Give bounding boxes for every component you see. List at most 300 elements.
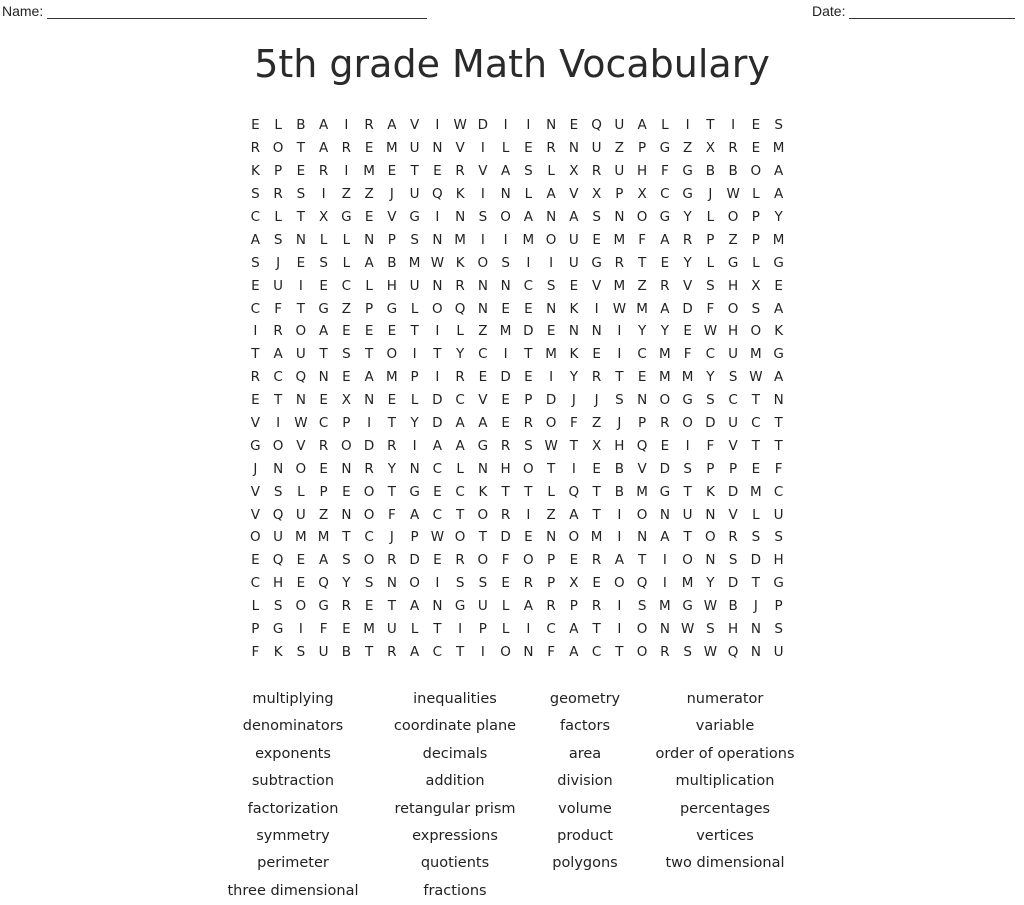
grid-letter[interactable]: D <box>750 552 762 569</box>
grid-letter[interactable]: X <box>319 209 329 225</box>
grid-letter[interactable]: E <box>296 254 306 271</box>
grid-letter[interactable]: R <box>500 437 511 454</box>
grid-letter[interactable]: L <box>297 483 305 500</box>
grid-letter[interactable]: I <box>412 437 417 454</box>
grid-letter[interactable]: T <box>365 346 374 363</box>
grid-letter[interactable]: J <box>253 460 258 477</box>
grid-letter[interactable]: T <box>547 460 556 477</box>
grid-letter[interactable]: W <box>453 117 467 134</box>
grid-letter[interactable]: G <box>659 140 671 157</box>
grid-letter[interactable]: U <box>295 506 306 523</box>
grid-letter[interactable]: E <box>524 140 533 157</box>
grid-letter[interactable]: D <box>545 392 557 409</box>
grid-letter[interactable]: U <box>728 415 739 432</box>
grid-letter[interactable]: E <box>387 392 397 409</box>
grid-letter[interactable]: I <box>685 437 690 454</box>
grid-letter[interactable]: X <box>751 277 761 294</box>
grid-letter[interactable]: O <box>477 506 489 523</box>
grid-letter[interactable]: Q <box>591 117 602 134</box>
grid-letter[interactable]: M <box>317 529 330 546</box>
grid-letter[interactable]: Z <box>614 140 624 157</box>
grid-letter[interactable]: H <box>728 621 739 638</box>
grid-letter[interactable]: M <box>636 300 648 317</box>
grid-letter[interactable]: M <box>659 369 671 386</box>
grid-letter[interactable]: O <box>386 346 398 363</box>
grid-letter[interactable]: M <box>363 621 375 638</box>
grid-letter[interactable]: F <box>660 163 669 180</box>
grid-letter[interactable]: P <box>638 140 647 157</box>
grid-letter[interactable]: K <box>273 643 283 660</box>
grid-letter[interactable]: V <box>728 506 738 523</box>
grid-letter[interactable]: R <box>341 140 352 157</box>
grid-letter[interactable]: G <box>318 300 329 317</box>
grid-letter[interactable]: L <box>661 117 669 134</box>
grid-letter[interactable]: N <box>432 277 443 294</box>
grid-letter[interactable]: E <box>387 163 397 180</box>
grid-letter[interactable]: R <box>273 186 283 203</box>
grid-letter[interactable]: I <box>662 552 667 569</box>
grid-letter[interactable]: N <box>341 460 352 477</box>
grid-letter[interactable]: T <box>410 323 419 340</box>
grid-letter[interactable]: E <box>251 277 260 294</box>
grid-letter[interactable]: P <box>365 300 374 317</box>
grid-letter[interactable]: O <box>523 552 534 569</box>
grid-letter[interactable]: A <box>637 117 647 134</box>
grid-letter[interactable]: A <box>774 186 784 203</box>
grid-letter[interactable]: N <box>659 506 670 523</box>
grid-letter[interactable]: I <box>731 117 736 134</box>
grid-letter[interactable]: T <box>751 437 760 454</box>
grid-letter[interactable]: S <box>615 392 624 409</box>
grid-letter[interactable]: G <box>659 209 671 225</box>
grid-letter[interactable]: E <box>342 323 351 340</box>
grid-letter[interactable]: F <box>706 300 715 317</box>
grid-letter[interactable]: P <box>319 483 328 500</box>
grid-letter[interactable]: O <box>500 643 511 660</box>
grid-letter[interactable]: U <box>682 506 693 523</box>
grid-letter[interactable]: R <box>455 369 465 386</box>
grid-letter[interactable]: I <box>617 346 622 363</box>
grid-letter[interactable]: X <box>341 392 351 409</box>
grid-letter[interactable]: O <box>705 529 716 546</box>
grid-letter[interactable]: T <box>615 369 624 386</box>
grid-letter[interactable]: R <box>591 598 602 615</box>
grid-letter[interactable]: S <box>751 300 761 317</box>
grid-letter[interactable]: R <box>682 231 693 248</box>
grid-letter[interactable]: G <box>773 575 784 592</box>
grid-letter[interactable]: E <box>501 575 510 592</box>
grid-letter[interactable]: I <box>480 186 485 203</box>
grid-letter[interactable]: O <box>545 231 557 248</box>
grid-letter[interactable]: C <box>273 369 283 386</box>
grid-letter[interactable]: A <box>660 300 670 317</box>
grid-letter[interactable]: C <box>250 209 261 225</box>
grid-letter[interactable]: O <box>636 621 648 638</box>
grid-letter[interactable]: E <box>524 300 533 317</box>
grid-letter[interactable]: W <box>703 643 718 660</box>
grid-letter[interactable]: R <box>660 277 670 294</box>
grid-letter[interactable]: C <box>318 415 329 432</box>
grid-letter[interactable]: L <box>547 163 555 180</box>
grid-letter[interactable]: M <box>659 598 671 615</box>
grid-letter[interactable]: I <box>549 369 554 386</box>
grid-letter[interactable]: V <box>478 163 488 180</box>
grid-letter[interactable]: A <box>569 209 579 225</box>
grid-letter[interactable]: E <box>387 323 397 340</box>
grid-letter[interactable]: G <box>386 300 398 317</box>
grid-letter[interactable]: M <box>613 277 626 294</box>
grid-letter[interactable]: W <box>726 186 740 203</box>
grid-letter[interactable]: T <box>501 483 510 500</box>
grid-letter[interactable]: S <box>706 392 715 409</box>
grid-letter[interactable]: E <box>751 460 761 477</box>
grid-letter[interactable]: V <box>637 460 647 477</box>
grid-letter[interactable]: T <box>569 437 578 454</box>
grid-letter[interactable]: D <box>477 117 489 134</box>
grid-letter[interactable]: N <box>295 392 306 409</box>
grid-letter[interactable]: B <box>614 483 624 500</box>
grid-letter[interactable]: R <box>500 506 511 523</box>
grid-letter[interactable]: S <box>342 346 351 363</box>
grid-letter[interactable]: I <box>367 415 372 432</box>
grid-letter[interactable]: L <box>456 323 464 340</box>
grid-letter[interactable]: V <box>683 277 693 294</box>
grid-letter[interactable]: L <box>456 460 464 477</box>
grid-letter[interactable]: I <box>344 117 349 134</box>
grid-letter[interactable]: N <box>273 460 284 477</box>
grid-letter[interactable]: C <box>637 346 647 363</box>
grid-letter[interactable]: L <box>706 209 715 225</box>
grid-letter[interactable]: C <box>705 346 716 363</box>
grid-letter[interactable]: E <box>592 231 601 248</box>
grid-letter[interactable]: D <box>409 552 420 569</box>
grid-letter[interactable]: Q <box>272 506 284 523</box>
grid-letter[interactable]: L <box>410 300 419 317</box>
grid-letter[interactable]: T <box>342 529 351 546</box>
grid-letter[interactable]: T <box>319 346 328 363</box>
grid-letter[interactable]: N <box>523 643 534 660</box>
grid-letter[interactable]: E <box>342 621 351 638</box>
grid-letter[interactable]: N <box>637 529 648 546</box>
grid-letter[interactable]: W <box>612 300 627 317</box>
grid-letter[interactable]: W <box>430 529 445 546</box>
grid-letter[interactable]: T <box>774 437 783 454</box>
grid-letter[interactable]: T <box>387 598 396 615</box>
grid-letter[interactable]: R <box>614 254 625 271</box>
grid-letter[interactable]: D <box>659 460 671 477</box>
grid-letter[interactable]: C <box>523 277 534 294</box>
grid-letter[interactable]: L <box>706 254 715 271</box>
grid-letter[interactable]: D <box>523 323 534 340</box>
grid-letter[interactable]: I <box>480 231 485 248</box>
grid-letter[interactable]: M <box>750 346 762 363</box>
grid-letter[interactable]: I <box>617 529 622 546</box>
grid-letter[interactable]: A <box>569 621 579 638</box>
grid-letter[interactable]: X <box>637 186 647 203</box>
grid-letter[interactable]: R <box>591 552 602 569</box>
grid-letter[interactable]: U <box>614 163 625 180</box>
grid-letter[interactable]: T <box>638 552 647 569</box>
grid-letter[interactable]: N <box>364 231 375 248</box>
grid-letter[interactable]: J <box>753 598 758 615</box>
grid-letter[interactable]: A <box>273 346 283 363</box>
grid-letter[interactable]: S <box>273 483 283 500</box>
grid-letter[interactable]: S <box>524 437 533 454</box>
grid-letter[interactable]: R <box>250 140 261 157</box>
grid-letter[interactable]: G <box>272 621 284 638</box>
grid-letter[interactable]: I <box>526 621 531 638</box>
grid-letter[interactable]: F <box>706 437 715 454</box>
grid-letter[interactable]: D <box>727 483 739 500</box>
grid-letter[interactable]: X <box>569 575 579 592</box>
grid-letter[interactable]: U <box>409 277 420 294</box>
grid-letter[interactable]: U <box>477 598 488 615</box>
grid-letter[interactable]: T <box>433 621 442 638</box>
grid-letter[interactable]: Q <box>727 643 739 660</box>
grid-letter[interactable]: E <box>364 323 374 340</box>
grid-letter[interactable]: W <box>294 415 308 432</box>
grid-letter[interactable]: B <box>705 163 715 180</box>
grid-letter[interactable]: T <box>706 117 715 134</box>
grid-letter[interactable]: V <box>387 209 397 225</box>
grid-letter[interactable]: E <box>751 140 761 157</box>
grid-letter[interactable]: R <box>591 369 602 386</box>
grid-letter[interactable]: S <box>251 186 260 203</box>
grid-letter[interactable]: N <box>750 621 761 638</box>
grid-letter[interactable]: I <box>685 117 690 134</box>
grid-letter[interactable]: Q <box>454 300 466 317</box>
grid-letter[interactable]: H <box>386 277 397 294</box>
grid-letter[interactable]: W <box>544 437 558 454</box>
grid-letter[interactable]: U <box>773 506 784 523</box>
grid-letter[interactable]: Y <box>683 254 692 271</box>
grid-letter[interactable]: Z <box>637 277 647 294</box>
grid-letter[interactable]: P <box>751 209 760 225</box>
grid-letter[interactable]: I <box>435 369 440 386</box>
grid-letter[interactable]: Q <box>568 483 580 500</box>
grid-letter[interactable]: I <box>617 621 622 638</box>
grid-letter[interactable]: T <box>478 529 487 546</box>
grid-letter[interactable]: G <box>682 186 693 203</box>
grid-letter[interactable]: F <box>638 231 646 248</box>
grid-letter[interactable]: O <box>636 506 648 523</box>
grid-letter[interactable]: O <box>659 392 671 409</box>
grid-letter[interactable]: I <box>435 323 440 340</box>
grid-letter[interactable]: M <box>772 231 785 248</box>
grid-letter[interactable]: R <box>523 415 534 432</box>
grid-letter[interactable]: R <box>455 552 465 569</box>
grid-letter[interactable]: G <box>682 392 693 409</box>
grid-letter[interactable]: L <box>410 621 419 638</box>
grid-letter[interactable]: I <box>276 415 281 432</box>
grid-letter[interactable]: Z <box>364 186 374 203</box>
grid-letter[interactable]: E <box>524 529 533 546</box>
grid-letter[interactable]: L <box>752 186 760 203</box>
grid-letter[interactable]: N <box>386 575 397 592</box>
grid-letter[interactable]: Y <box>706 369 715 386</box>
grid-letter[interactable]: K <box>774 323 784 340</box>
grid-letter[interactable]: K <box>455 254 465 271</box>
grid-letter[interactable]: L <box>342 254 351 271</box>
grid-letter[interactable]: A <box>569 506 579 523</box>
grid-letter[interactable]: E <box>569 117 579 134</box>
grid-letter[interactable]: C <box>591 643 602 660</box>
grid-letter[interactable]: F <box>319 621 328 638</box>
grid-letter[interactable]: L <box>524 186 533 203</box>
grid-letter[interactable]: G <box>250 437 261 454</box>
grid-letter[interactable]: T <box>296 140 305 157</box>
grid-letter[interactable]: C <box>455 392 465 409</box>
grid-letter[interactable]: N <box>750 643 761 660</box>
grid-letter[interactable]: T <box>592 483 601 500</box>
grid-letter[interactable]: R <box>341 598 352 615</box>
grid-letter[interactable]: O <box>363 552 375 569</box>
grid-letter[interactable]: T <box>365 643 374 660</box>
grid-letter[interactable]: M <box>636 483 648 500</box>
grid-letter[interactable]: L <box>501 140 510 157</box>
grid-letter[interactable]: O <box>363 506 375 523</box>
grid-letter[interactable]: U <box>568 254 579 271</box>
grid-letter[interactable]: M <box>659 346 671 363</box>
grid-letter[interactable]: I <box>549 254 554 271</box>
grid-letter[interactable]: T <box>433 346 442 363</box>
grid-letter[interactable]: R <box>660 643 670 660</box>
grid-letter[interactable]: C <box>728 392 738 409</box>
grid-letter[interactable]: I <box>435 575 440 592</box>
grid-letter[interactable]: O <box>568 529 580 546</box>
grid-letter[interactable]: T <box>387 415 396 432</box>
grid-letter[interactable]: U <box>728 346 739 363</box>
grid-letter[interactable]: V <box>410 117 420 134</box>
grid-letter[interactable]: O <box>636 643 648 660</box>
grid-letter[interactable]: U <box>409 140 420 157</box>
grid-letter[interactable]: O <box>341 437 352 454</box>
grid-letter[interactable]: N <box>455 209 466 225</box>
grid-letter[interactable]: A <box>410 598 420 615</box>
grid-letter[interactable]: R <box>523 575 534 592</box>
grid-letter[interactable]: P <box>274 163 283 180</box>
grid-letter[interactable]: T <box>456 506 465 523</box>
grid-letter[interactable]: Q <box>318 575 329 592</box>
grid-letter[interactable]: F <box>251 643 260 660</box>
grid-letter[interactable]: T <box>274 392 283 409</box>
grid-letter[interactable]: A <box>523 209 533 225</box>
grid-letter[interactable]: G <box>659 483 671 500</box>
grid-letter[interactable]: E <box>637 369 647 386</box>
grid-letter[interactable]: V <box>250 415 260 432</box>
grid-letter[interactable]: H <box>773 552 784 569</box>
grid-letter[interactable]: T <box>592 506 601 523</box>
grid-letter[interactable]: P <box>706 460 715 477</box>
grid-letter[interactable]: Z <box>478 323 488 340</box>
grid-letter[interactable]: N <box>477 277 488 294</box>
grid-letter[interactable]: A <box>319 323 329 340</box>
grid-letter[interactable]: O <box>750 323 762 340</box>
grid-letter[interactable]: S <box>683 643 692 660</box>
grid-letter[interactable]: S <box>273 231 283 248</box>
grid-letter[interactable]: I <box>503 117 508 134</box>
grid-letter[interactable]: P <box>547 552 556 569</box>
grid-letter[interactable]: I <box>617 506 622 523</box>
grid-letter[interactable]: R <box>455 163 465 180</box>
grid-letter[interactable]: U <box>409 186 420 203</box>
grid-letter[interactable]: T <box>592 621 601 638</box>
grid-letter[interactable]: T <box>683 483 692 500</box>
grid-letter[interactable]: O <box>682 552 693 569</box>
grid-letter[interactable]: E <box>433 163 442 180</box>
grid-letter[interactable]: F <box>683 346 692 363</box>
grid-letter[interactable]: L <box>251 598 260 615</box>
grid-letter[interactable]: T <box>774 415 783 432</box>
grid-letter[interactable]: M <box>408 254 421 271</box>
grid-letter[interactable]: G <box>591 254 602 271</box>
grid-letter[interactable]: D <box>432 392 443 409</box>
grid-letter[interactable]: D <box>500 529 511 546</box>
grid-letter[interactable]: I <box>298 277 303 294</box>
grid-letter[interactable]: S <box>273 598 283 615</box>
grid-letter[interactable]: O <box>636 209 648 225</box>
grid-letter[interactable]: E <box>433 483 442 500</box>
grid-letter[interactable]: R <box>318 163 329 180</box>
grid-letter[interactable]: P <box>478 621 487 638</box>
grid-letter[interactable]: G <box>477 437 489 454</box>
grid-letter[interactable]: V <box>455 140 465 157</box>
grid-letter[interactable]: A <box>319 140 329 157</box>
grid-letter[interactable]: S <box>637 598 647 615</box>
grid-letter[interactable]: F <box>274 300 282 317</box>
grid-letter[interactable]: O <box>523 460 534 477</box>
grid-letter[interactable]: S <box>728 552 738 569</box>
grid-letter[interactable]: S <box>706 277 715 294</box>
grid-letter[interactable]: A <box>774 163 784 180</box>
grid-letter[interactable]: M <box>590 529 603 546</box>
grid-letter[interactable]: C <box>546 621 556 638</box>
grid-letter[interactable]: E <box>569 552 579 569</box>
grid-letter[interactable]: I <box>594 300 599 317</box>
grid-letter[interactable]: N <box>659 621 670 638</box>
grid-letter[interactable]: U <box>318 643 329 660</box>
grid-letter[interactable]: O <box>295 460 307 477</box>
grid-letter[interactable]: V <box>250 483 260 500</box>
grid-letter[interactable]: N <box>637 392 648 409</box>
grid-letter[interactable]: D <box>727 575 739 592</box>
grid-letter[interactable]: N <box>364 392 375 409</box>
grid-letter[interactable]: Z <box>341 300 351 317</box>
grid-letter[interactable]: K <box>569 346 579 363</box>
grid-letter[interactable]: I <box>435 117 440 134</box>
grid-letter[interactable]: V <box>250 506 260 523</box>
grid-letter[interactable]: E <box>364 598 374 615</box>
grid-letter[interactable]: Y <box>660 323 669 340</box>
grid-letter[interactable]: A <box>364 369 374 386</box>
grid-letter[interactable]: X <box>705 140 715 157</box>
grid-letter[interactable]: H <box>728 323 739 340</box>
grid-letter[interactable]: E <box>478 369 488 386</box>
grid-letter[interactable]: N <box>477 300 488 317</box>
grid-letter[interactable]: W <box>749 369 763 386</box>
grid-letter[interactable]: E <box>524 369 533 386</box>
grid-letter[interactable]: D <box>705 415 716 432</box>
grid-letter[interactable]: M <box>499 323 512 340</box>
grid-letter[interactable]: M <box>522 231 535 248</box>
grid-letter[interactable]: G <box>682 598 693 615</box>
grid-letter[interactable]: D <box>500 369 511 386</box>
grid-letter[interactable]: N <box>295 231 306 248</box>
grid-letter[interactable]: Z <box>341 186 351 203</box>
grid-letter[interactable]: S <box>251 254 260 271</box>
grid-letter[interactable]: P <box>638 415 647 432</box>
grid-letter[interactable]: I <box>662 575 667 592</box>
